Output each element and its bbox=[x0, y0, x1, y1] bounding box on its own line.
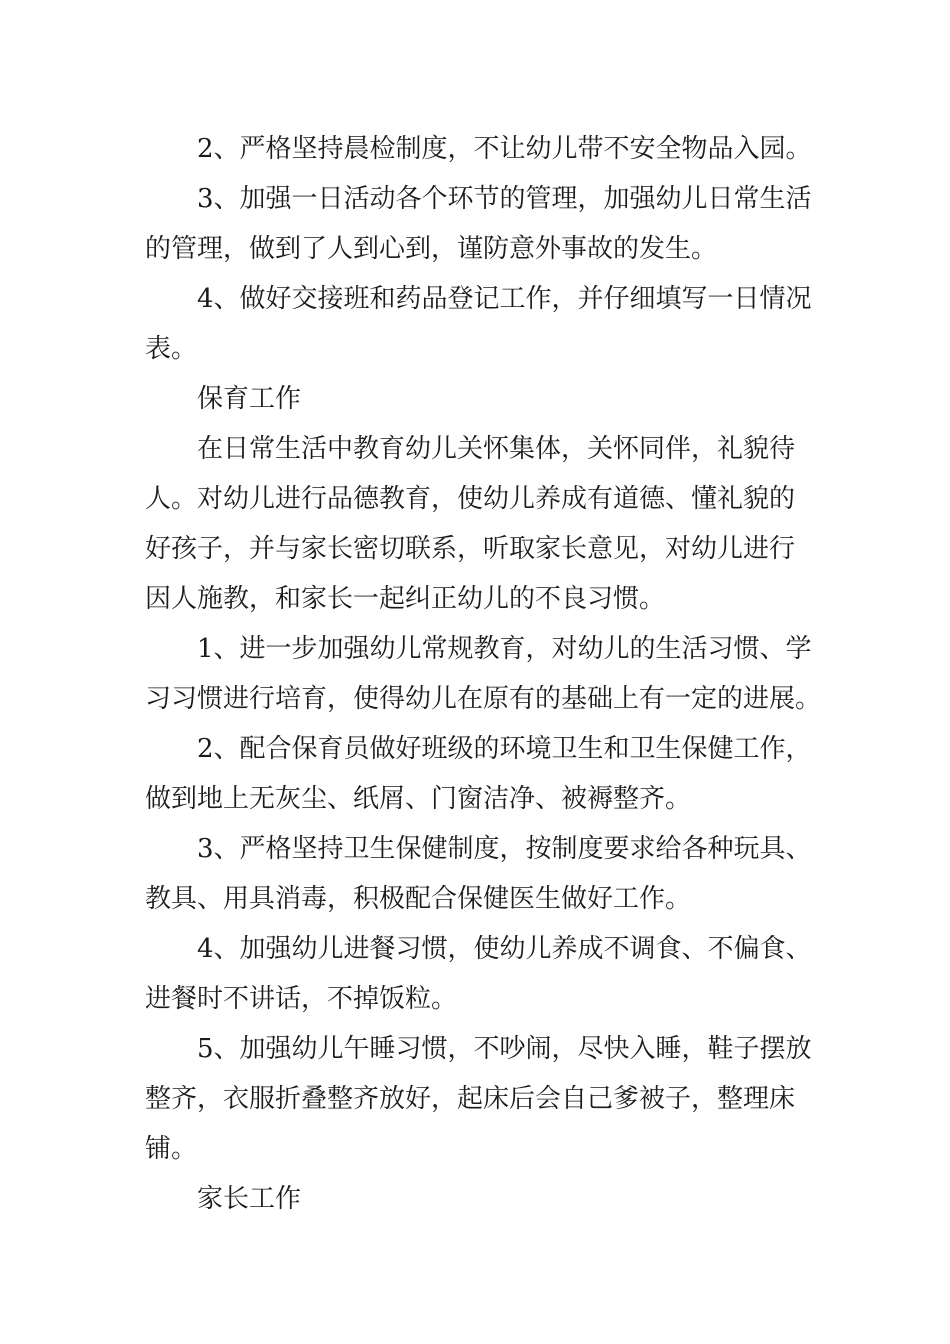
text-line: 在日常生活中教育幼儿关怀集体，关怀同伴，礼貌待 bbox=[197, 434, 796, 464]
section-heading-parents bbox=[145, 1174, 807, 1224]
text-line: 做到地上无灰尘、纸屑、门窗洁净、被褥整齐。 bbox=[145, 784, 692, 814]
text-line: 3、加强一日活动各个环节的管理，加强幼儿日常生活 bbox=[197, 184, 812, 214]
text-line: 习习惯进行培育，使得幼儿在原有的基础上有一定的进展。 bbox=[145, 684, 822, 714]
text-line: 进餐时不讲话，不掉饭粒。 bbox=[145, 984, 458, 1014]
text-line: 2、配合保育员做好班级的环境卫生和卫生保健工作， bbox=[197, 734, 812, 764]
section-heading-childcare bbox=[145, 374, 807, 424]
text-line: 人。对幼儿进行品德教育，使幼儿养成有道德、懂礼貌的 bbox=[145, 484, 796, 514]
text-line: 表。 bbox=[145, 334, 198, 364]
text-line: 1、进一步加强幼儿常规教育，对幼儿的生活习惯、学 bbox=[197, 634, 812, 664]
text-line: 4、做好交接班和药品登记工作，并仔细填写一日情况 bbox=[197, 284, 812, 314]
paragraph-handover bbox=[145, 274, 812, 374]
text-line: 教具、用具消毒，积极配合保健医生做好工作。 bbox=[145, 884, 692, 914]
text-line: 4、加强幼儿进餐习惯，使幼儿养成不调食、不偏食、 bbox=[197, 934, 812, 964]
text-line: 5、加强幼儿午睡习惯，不吵闹，尽快入睡，鞋子摆放 bbox=[197, 1034, 812, 1064]
paragraph-nap-habits bbox=[145, 1024, 812, 1174]
paragraph-childcare-intro bbox=[145, 424, 807, 624]
text-line: 3、严格坚持卫生保健制度，按制度要求给各种玩具、 bbox=[197, 834, 812, 864]
document-body bbox=[145, 124, 822, 1224]
section-heading: 保育工作 bbox=[197, 384, 302, 414]
section-heading: 家长工作 bbox=[197, 1184, 302, 1214]
text-line: 的管理，做到了人到心到，谨防意外事故的发生。 bbox=[145, 234, 718, 264]
text-line: 整齐，衣服折叠整齐放好，起床后会自己爹被子，整理床 bbox=[145, 1084, 796, 1114]
paragraph-disinfection bbox=[145, 824, 812, 924]
text-line: 铺。 bbox=[145, 1134, 198, 1164]
paragraph-morning-check bbox=[145, 124, 812, 174]
text-line: 2、严格坚持晨检制度，不让幼儿带不安全物品入园。 bbox=[197, 134, 812, 164]
paragraph-eating-habits bbox=[145, 924, 812, 1024]
text-line: 因人施教，和家长一起纠正幼儿的不良习惯。 bbox=[145, 584, 666, 614]
paragraph-routine-education bbox=[145, 624, 822, 724]
paragraph-daily-activity bbox=[145, 174, 812, 274]
paragraph-hygiene bbox=[145, 724, 812, 824]
text-line: 好孩子，并与家长密切联系，听取家长意见，对幼儿进行 bbox=[145, 534, 796, 564]
